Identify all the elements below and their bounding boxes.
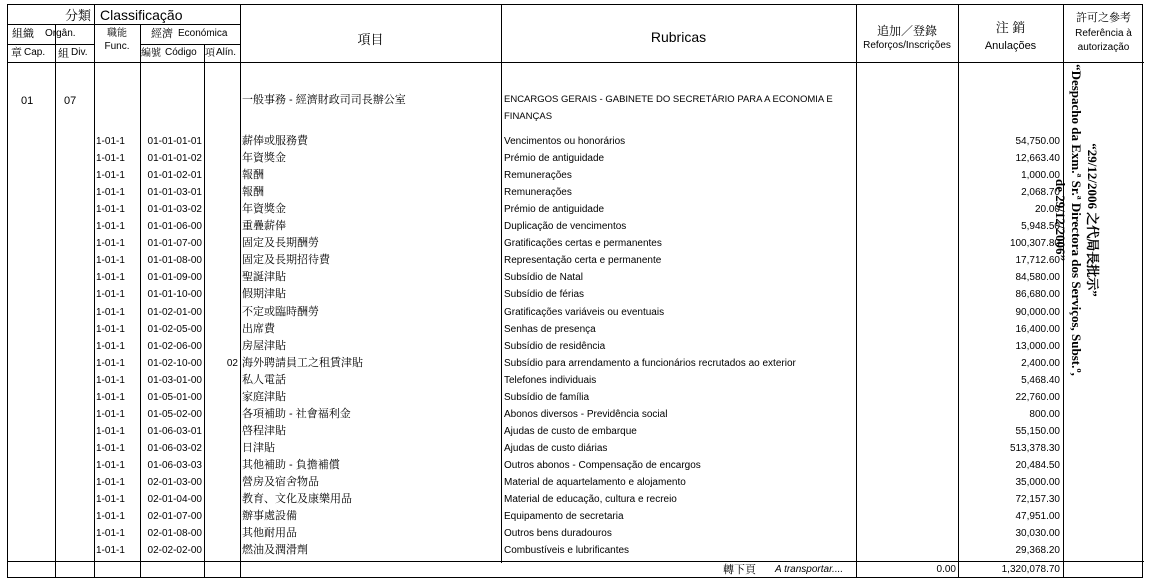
row-item-cn: 報酬: [242, 169, 264, 182]
row-func: 1-01-1: [96, 272, 125, 284]
divider: [240, 5, 241, 577]
row-code: 01-01-01-01: [147, 136, 202, 147]
row-item-cn: 家庭津貼: [242, 390, 286, 403]
row-func: 1-01-1: [96, 153, 125, 165]
row-rubrica: Ajudas de custo diárias: [504, 442, 608, 454]
row-alin: [205, 321, 238, 338]
row-func: 1-01-1: [96, 170, 125, 182]
row-rubrica: Subsídio de residência: [504, 340, 606, 352]
row-func: 1-01-1: [96, 357, 125, 369]
row-func: 1-01-1: [96, 391, 125, 403]
row-func: 1-01-1: [96, 136, 125, 147]
divider: [8, 24, 240, 25]
row-rubrica: Subsídio para arrendamento a funcionários recrutados ao exterior: [504, 357, 796, 369]
organ-pt: Orgân.: [45, 28, 76, 39]
row-func: 1-01-1: [96, 442, 125, 454]
row-amount: 86,680.00: [1015, 289, 1060, 301]
row-item-cn: 啓程津貼: [242, 424, 286, 437]
carry-forward-pt: A transportar....: [775, 564, 844, 575]
row-rubrica: Combustíveis e lubrificantes: [504, 545, 630, 557]
row-amount: 17,712.60: [1015, 255, 1060, 267]
row-item-cn: 假期津貼: [242, 288, 286, 301]
row-amount: 47,951.00: [1015, 511, 1060, 523]
row-amount: 800.00: [1029, 408, 1060, 420]
row-alin: [205, 338, 238, 355]
row-code: 01-02-05-00: [147, 323, 202, 335]
cancellation-pt-header: Anulações: [984, 40, 1037, 52]
row-item-cn: 私人電話: [242, 373, 286, 386]
code-pt: Código: [165, 47, 197, 58]
row-func: 1-01-1: [96, 306, 125, 318]
row-alin: [205, 372, 238, 389]
reinforcement-cn-header: 追加／登錄: [876, 24, 937, 38]
row-rubrica: Gratificações variáveis ou eventuais: [504, 306, 665, 318]
row-item-cn: 海外聘請員工之租賃津貼: [242, 356, 363, 369]
section-name-pt-cont: FINANÇAS: [504, 111, 553, 122]
code-cn: 編號: [141, 48, 161, 59]
row-amount: 20.00: [1034, 204, 1060, 216]
row-alin: [205, 252, 238, 269]
row-alin: [205, 440, 238, 457]
row-item-cn: 重疊薪俸: [242, 220, 286, 233]
carry-forward-cn: 轉下頁: [723, 564, 756, 576]
classification-cn: 分類: [65, 8, 92, 23]
row-alin: [205, 304, 238, 321]
section-div: 07: [64, 95, 77, 107]
row-alin: [205, 133, 238, 150]
row-rubrica: Prémio de antiguidade: [504, 153, 605, 165]
row-alin: [205, 201, 238, 218]
authorization-line-1: “29/12/2006 之代局長批示”: [1085, 143, 1100, 297]
row-rubrica: Abonos diversos - Previdência social: [504, 408, 668, 420]
row-func: 1-01-1: [96, 340, 125, 352]
row-alin: [205, 457, 238, 474]
row-amount: 12,663.40: [1015, 153, 1060, 165]
divider: [8, 561, 1144, 562]
row-amount: 13,000.00: [1015, 340, 1060, 352]
row-amount: 22,760.00: [1015, 391, 1060, 403]
item-cn-header: 項目: [357, 32, 384, 47]
row-item-cn: 辦事處設備: [242, 510, 297, 523]
row-rubrica: Telefones individuais: [504, 374, 597, 386]
row-alin: [205, 218, 238, 235]
row-rubrica: Vencimentos ou honorários: [504, 136, 626, 147]
row-rubrica: Gratificações certas e permanentes: [504, 238, 662, 250]
row-code: 01-03-01-00: [147, 374, 202, 386]
row-alin: [205, 508, 238, 525]
row-func: 1-01-1: [96, 374, 125, 386]
row-alin: [205, 150, 238, 167]
reinforcement-total: 0.00: [936, 564, 956, 575]
row-alin: 02: [226, 357, 238, 369]
row-alin: [205, 491, 238, 508]
economic-pt: Económica: [178, 28, 228, 39]
func-pt: Func.: [104, 41, 130, 52]
row-amount: 100,307.80: [1009, 238, 1060, 250]
row-amount: 2,068.70: [1021, 187, 1060, 199]
row-code: 01-01-03-02: [147, 204, 202, 216]
row-item-cn: 不定或臨時酬勞: [242, 305, 319, 318]
row-amount: 513,378.30: [1009, 442, 1060, 454]
divider: [55, 25, 56, 577]
row-item-cn: 日津貼: [242, 441, 275, 454]
row-alin: [205, 167, 238, 184]
row-rubrica: Remunerações: [504, 170, 572, 182]
row-code: 01-06-03-01: [147, 425, 202, 437]
divider: [94, 5, 95, 577]
row-amount: 1,000.00: [1021, 170, 1060, 182]
row-alin: [205, 423, 238, 440]
row-alin: [205, 389, 238, 406]
row-alin: [205, 525, 238, 542]
row-item-cn: 其他耐用品: [242, 527, 297, 540]
row-item-cn: 薪俸或服務費: [242, 135, 308, 147]
divider: [8, 44, 94, 45]
row-func: 1-01-1: [96, 425, 125, 437]
row-alin: [205, 474, 238, 491]
alin-cn: 項: [205, 48, 215, 59]
divider: [140, 25, 141, 577]
row-alin: [205, 542, 238, 559]
row-rubrica: Material de aquartelamento e alojamento: [504, 477, 686, 488]
row-item-cn: 報酬: [242, 186, 264, 199]
section-name-pt: ENCARGOS GERAIS - GABINETE DO SECRETÁRIO PARA A ECONOMIA E: [504, 94, 833, 105]
rubricas-header: Rubricas: [650, 29, 707, 45]
row-rubrica: Remunerações: [504, 187, 572, 199]
row-rubrica: Prémio de antiguidade: [504, 204, 605, 216]
row-func: 1-01-1: [96, 408, 125, 420]
row-func: 1-01-1: [96, 238, 125, 250]
row-amount: 16,400.00: [1015, 323, 1060, 335]
row-item-cn: 聖誕津貼: [242, 271, 286, 284]
row-code: 01-05-02-00: [147, 408, 202, 420]
divider: [856, 5, 857, 577]
authorization-line-3: de 29/12/2006”: [1053, 179, 1068, 261]
row-code: 01-06-03-02: [147, 442, 202, 454]
row-amount: 54,750.00: [1015, 136, 1060, 147]
row-amount: 30,030.00: [1015, 528, 1060, 540]
row-code: 01-01-09-00: [147, 272, 202, 284]
row-rubrica: Subsídio de férias: [504, 289, 585, 301]
row-code: 02-01-08-00: [147, 528, 202, 540]
row-item-cn: 其他補助 - 負擔補償: [242, 458, 340, 471]
div-cn: 組: [58, 48, 69, 60]
row-item-cn: 出席費: [242, 322, 275, 335]
row-item-cn: 營房及宿舍物品: [242, 476, 319, 488]
classification-pt: Classificação: [100, 7, 183, 23]
div-pt: Div.: [71, 47, 88, 58]
row-item-cn: 房屋津貼: [242, 339, 286, 352]
row-code: 01-01-10-00: [147, 289, 202, 301]
row-amount: 5,468.40: [1021, 374, 1060, 386]
row-amount: 2,400.00: [1021, 357, 1060, 369]
row-code: 01-01-02-01: [147, 170, 202, 182]
row-amount: 35,000.00: [1015, 477, 1060, 488]
row-item-cn: 年資獎金: [242, 203, 286, 216]
row-amount: 84,580.00: [1015, 272, 1060, 284]
authorization-pt-header-1: Referência à: [1075, 28, 1132, 39]
row-func: 1-01-1: [96, 289, 125, 301]
cap-cn: 章: [11, 47, 22, 59]
row-func: 1-01-1: [96, 528, 125, 540]
section-name-cn: 一般事務 - 經濟財政司司長辦公室: [242, 94, 406, 106]
row-func: 1-01-1: [96, 221, 125, 233]
row-func: 1-01-1: [96, 494, 125, 506]
row-rubrica: Subsídio de Natal: [504, 272, 583, 284]
row-func: 1-01-1: [96, 204, 125, 216]
row-item-cn: 各項補助 - 社會福利金: [242, 407, 351, 420]
cap-pt: Cap.: [24, 47, 46, 58]
authorization-line-2: “Despacho da Exm.ª Sr.ª Directora dos Serviços, Subst.º,: [1069, 64, 1084, 376]
row-code: 02-01-04-00: [147, 494, 202, 506]
alin-pt: Alín.: [216, 47, 237, 58]
divider: [8, 62, 1144, 63]
organ-cn: 組織: [12, 28, 34, 40]
row-rubrica: Duplicação de vencimentos: [504, 221, 627, 233]
row-func: 1-01-1: [96, 511, 125, 523]
row-code: 01-02-10-00: [147, 357, 202, 369]
row-code: 01-06-03-03: [147, 459, 202, 471]
row-code: 01-01-08-00: [147, 255, 202, 267]
row-func: 1-01-1: [96, 545, 125, 557]
row-amount: 5,948.50: [1021, 221, 1060, 233]
row-code: 02-01-07-00: [147, 511, 202, 523]
row-func: 1-01-1: [96, 459, 125, 471]
row-code: 01-01-07-00: [147, 238, 202, 250]
row-code: 01-01-03-01: [147, 187, 202, 199]
row-func: 1-01-1: [96, 477, 125, 488]
row-amount: 29,368.20: [1015, 545, 1060, 557]
section-cap: 01: [21, 95, 34, 107]
row-item-cn: 燃油及潤滑劑: [242, 544, 308, 557]
row-func: 1-01-1: [96, 187, 125, 199]
row-item-cn: 教育、文化及康樂用品: [242, 493, 352, 506]
row-item-cn: 固定及長期招待費: [242, 254, 330, 267]
row-rubrica: Senhas de presença: [504, 323, 596, 335]
row-rubrica: Representação certa e permanente: [504, 255, 662, 267]
cancellation-total: 1,320,078.70: [1001, 564, 1060, 575]
row-rubrica: Outros abonos - Compensação de encargos: [504, 459, 701, 471]
authorization-cn-header: 許可之參考: [1076, 12, 1131, 24]
row-amount: 55,150.00: [1015, 425, 1060, 437]
row-code: 01-05-01-00: [147, 391, 202, 403]
row-alin: [205, 184, 238, 201]
divider: [501, 5, 502, 563]
authorization-pt-header-2: autorização: [1077, 42, 1130, 53]
row-amount: 72,157.30: [1015, 494, 1060, 506]
row-alin: [205, 235, 238, 252]
row-item-cn: 年資獎金: [242, 152, 286, 165]
row-rubrica: Subsídio de família: [504, 391, 590, 403]
row-alin: [205, 406, 238, 423]
row-rubrica: Outros bens duradouros: [504, 528, 612, 540]
row-func: 1-01-1: [96, 323, 125, 335]
row-func: 1-01-1: [96, 255, 125, 267]
reinforcement-pt-header: Reforços/Inscrições: [863, 40, 951, 51]
row-code: 02-02-02-00: [147, 545, 202, 557]
row-code: 01-02-06-00: [147, 340, 202, 352]
row-code: 01-01-06-00: [147, 221, 202, 233]
row-code: 01-02-01-00: [147, 306, 202, 318]
row-rubrica: Material de educação, cultura e recreio: [504, 494, 677, 506]
budget-table: [7, 4, 1143, 578]
row-alin: [205, 269, 238, 286]
row-amount: 90,000.00: [1015, 306, 1060, 318]
row-code: 02-01-03-00: [147, 477, 202, 488]
row-item-cn: 固定及長期酬勞: [242, 237, 319, 250]
row-code: 01-01-01-02: [147, 153, 202, 165]
divider: [140, 44, 240, 45]
economic-cn: 經濟: [151, 28, 173, 40]
row-amount: 20,484.50: [1015, 459, 1060, 471]
row-rubrica: Equipamento de secretaria: [504, 511, 624, 523]
row-rubrica: Ajudas de custo de embarque: [504, 425, 637, 437]
func-cn: 職能: [107, 28, 127, 39]
cancellation-cn-header: 注 銷: [995, 20, 1026, 35]
row-alin: [205, 286, 238, 303]
